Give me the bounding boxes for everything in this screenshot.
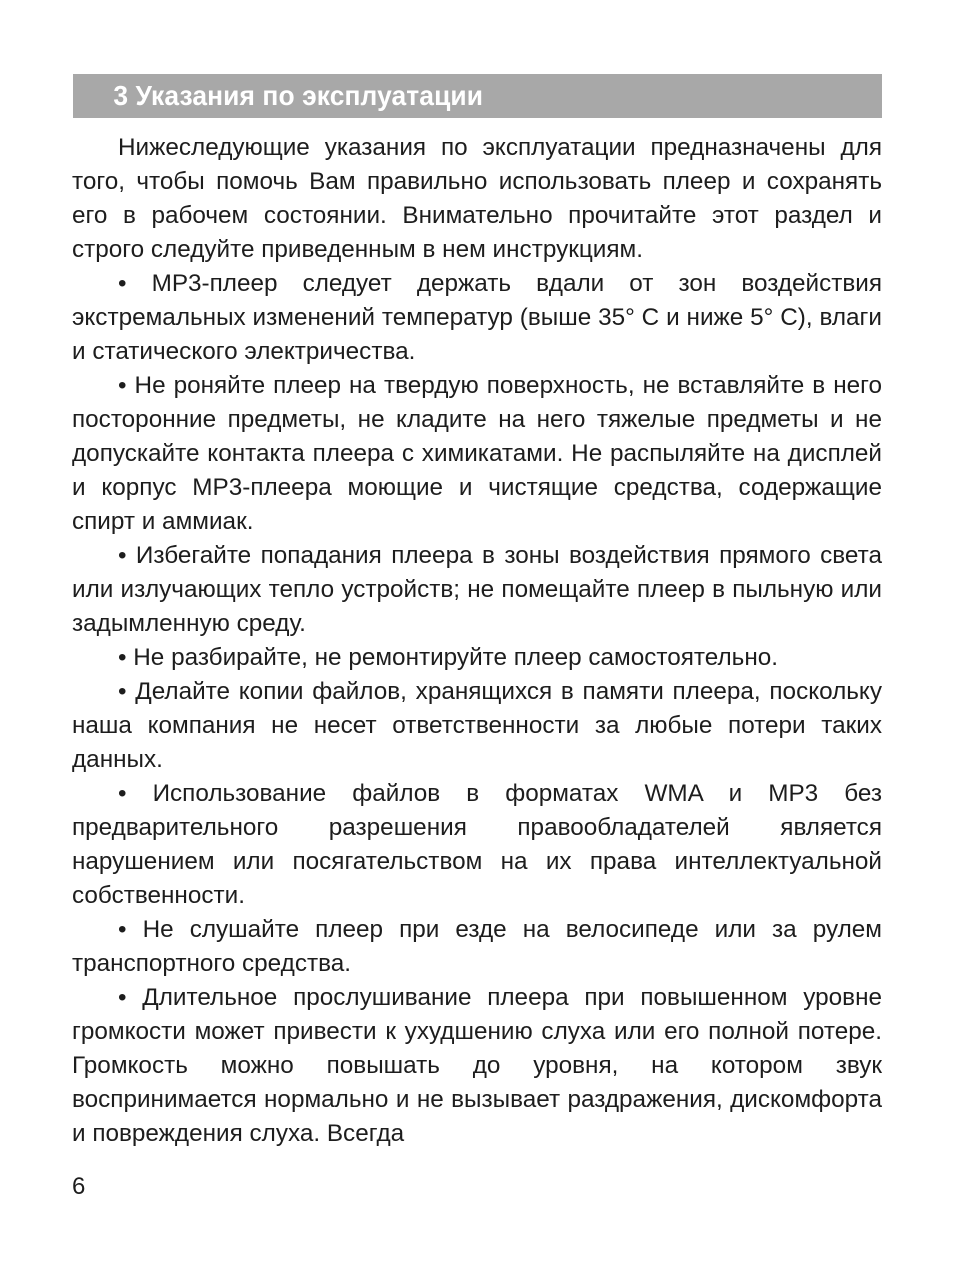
section-header-bar xyxy=(73,74,882,118)
paragraph-copyright: • Использование файлов в форматах WMA и MP3 без предварительного разрешения правообладателей является нарушением или посягательством на их права интеллектуальной собственности. xyxy=(72,780,882,909)
paragraph-temperature: • MP3-плеер следует держать вдали от зон воздействия экстремальных изменений температур (выше 35° С и ниже 5° С), влаги и статического электричества. xyxy=(72,270,882,365)
paragraph-volume-warning: • Длительное прослушивание плеера при повышенном уровне громкости может привести к ухудшению слуха или его полной потере. Громкость можно повышать до уровня, на котором звук воспринимается нормально и не вызывает раздражения, дискомфорта и повреждения слуха. Всегда xyxy=(72,984,882,1147)
paragraph-backup-files: • Делайте копии файлов, хранящихся в памяти плеера, поскольку наша компания не несет ответственности за любые потери таких данных. xyxy=(72,678,882,773)
paragraph-physical-damage: • Не роняйте плеер на твердую поверхность, не вставляйте в него посторонние предметы, не кладите на него тяжелые предметы и не допускайте контакта плеера с химикатами. Не распыляйте на дисплей и корпус MP3-плеера моющие и чистящие средства, содержащие спирт и аммиак. xyxy=(72,372,882,535)
page-number: 6 xyxy=(72,1173,86,1200)
body-text-block xyxy=(72,131,882,1151)
paragraph-sunlight-heat: • Избегайте попадания плеера в зоны воздействия прямого света или излучающих тепло устройств; не помещайте плеер в пыльную или задымленную среду. xyxy=(72,542,882,637)
section-title: 3 Указания по эксплуатации xyxy=(113,80,484,112)
paragraph-intro: Нижеследующие указания по эксплуатации предназначены для того, чтобы помочь Вам правильно использовать плеер и сохранять его в рабочем состоянии. Внимательно прочитайте этот раздел и строго следуйте приведенным в нем инструкциям. xyxy=(72,134,882,263)
paragraph-no-disassembly: • Не разбирайте, не ремонтируйте плеер самостоятельно. xyxy=(118,644,779,671)
paragraph-no-listening-while-driving: • Не слушайте плеер при езде на велосипеде или за рулем транспортного средства. xyxy=(72,916,882,977)
